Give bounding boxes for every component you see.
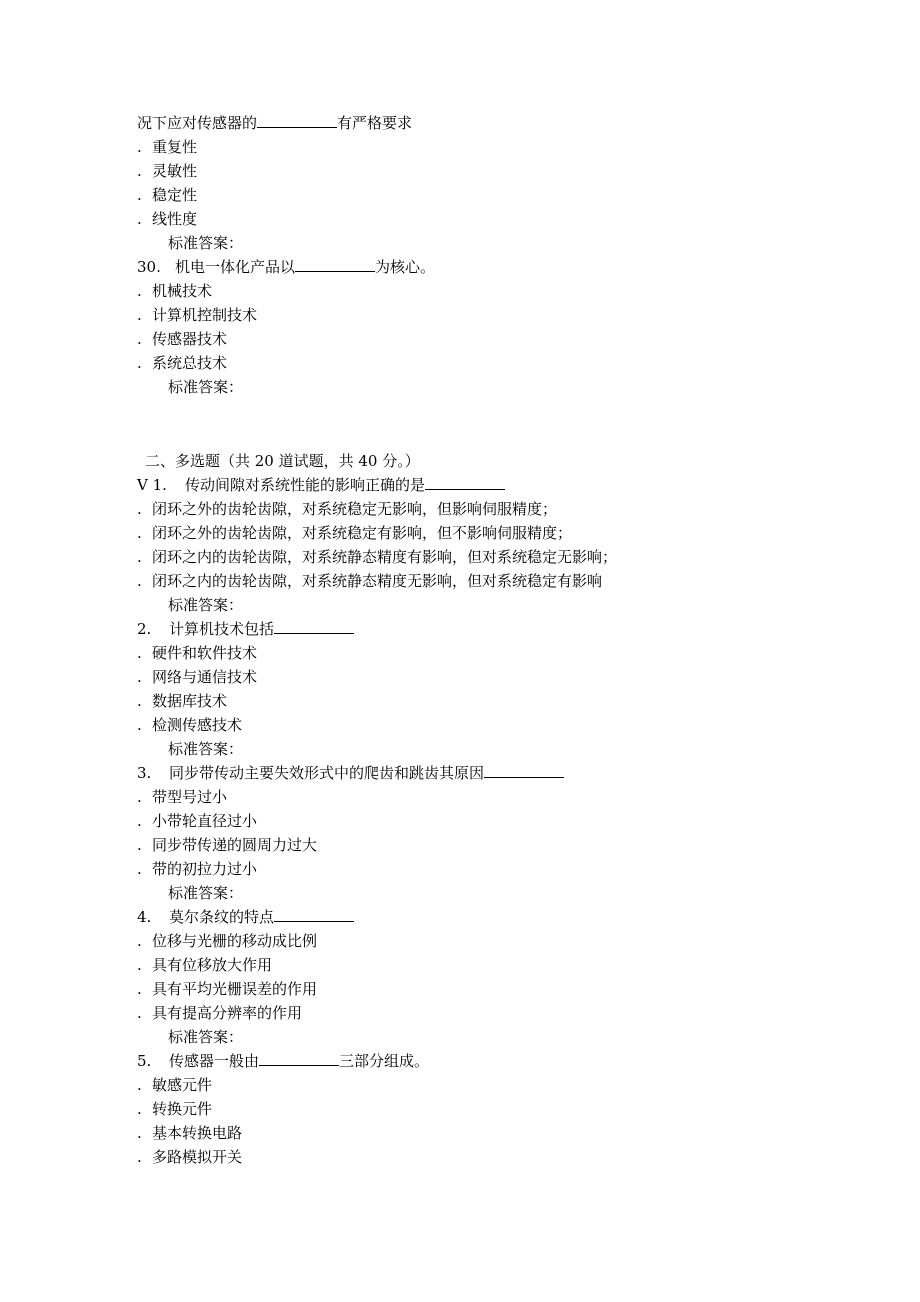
option: . 数据库技术 — [137, 692, 228, 710]
question-number: 4. — [137, 908, 152, 926]
option: . 重复性 — [137, 138, 198, 156]
answer-label: 标准答案： — [168, 1028, 244, 1046]
option: . 灵敏性 — [137, 162, 198, 180]
answer-blank — [425, 474, 505, 490]
question-fragment — [137, 111, 412, 135]
option: . 具有位移放大作用 — [137, 956, 273, 974]
question-1 — [137, 473, 505, 497]
option: . 多路模拟开关 — [137, 1148, 243, 1166]
answer-label: 标准答案： — [168, 884, 244, 902]
question-text: 同步带传动主要失效形式中的爬齿和跳齿其原因 — [169, 764, 485, 782]
option: . 闭环之内的齿轮齿隙，对系统静态精度无影响，但对系统稳定有影响 — [137, 572, 603, 590]
answer-blank — [295, 256, 375, 272]
answer-label: 标准答案： — [168, 378, 244, 396]
question-text: 况下应对传感器的 — [137, 114, 258, 132]
option: . 计算机控制技术 — [137, 306, 258, 324]
option: . 闭环之外的齿轮齿隙，对系统稳定无影响，但影响伺服精度； — [137, 500, 558, 518]
answer-blank — [257, 112, 337, 128]
answer-blank — [259, 1050, 339, 1066]
option: . 带型号过小 — [137, 788, 228, 806]
option: . 稳定性 — [137, 186, 198, 204]
option: . 硬件和软件技术 — [137, 644, 258, 662]
question-2 — [137, 617, 354, 641]
question-text: 传动间隙对系统性能的影响正确的是 — [185, 476, 426, 494]
question-number: 2. — [137, 620, 152, 638]
option: . 系统总技术 — [137, 354, 228, 372]
question-text-after: 有严格要求 — [337, 114, 413, 132]
answer-blank — [274, 618, 354, 634]
option: . 线性度 — [137, 210, 198, 228]
option: . 网络与通信技术 — [137, 668, 258, 686]
option: . 传感器技术 — [137, 330, 228, 348]
question-4 — [137, 905, 354, 929]
section-title: 二、多选题（共 20 道试题，共 40 分。） — [145, 452, 420, 470]
question-number: 30. — [137, 258, 161, 276]
answer-label: 标准答案： — [168, 740, 244, 758]
option: . 带的初拉力过小 — [137, 860, 258, 878]
option: . 敏感元件 — [137, 1076, 213, 1094]
question-text: 计算机技术包括 — [169, 620, 275, 638]
question-number: 3. — [137, 764, 152, 782]
option: . 闭环之内的齿轮齿隙，对系统静态精度有影响，但对系统稳定无影响； — [137, 548, 618, 566]
question-number: V 1. — [137, 476, 167, 494]
question-3 — [137, 761, 564, 785]
option: . 检测传感技术 — [137, 716, 243, 734]
answer-blank — [274, 906, 354, 922]
question-30 — [137, 255, 435, 279]
option: . 具有提高分辨率的作用 — [137, 1004, 303, 1022]
question-text-after: 为核心。 — [375, 258, 436, 276]
question-text: 莫尔条纹的特点 — [169, 908, 275, 926]
option: . 机械技术 — [137, 282, 213, 300]
option: . 闭环之外的齿轮齿隙，对系统稳定有影响，但不影响伺服精度； — [137, 524, 573, 542]
option: . 小带轮直径过小 — [137, 812, 258, 830]
question-number: 5. — [137, 1052, 152, 1070]
answer-label: 标准答案： — [168, 596, 244, 614]
question-text: 机电一体化产品以 — [175, 258, 296, 276]
option: . 具有平均光栅误差的作用 — [137, 980, 318, 998]
question-text: 传感器一般由 — [169, 1052, 260, 1070]
option: . 基本转换电路 — [137, 1124, 243, 1142]
option: . 转换元件 — [137, 1100, 213, 1118]
question-text-after: 三部分组成。 — [339, 1052, 430, 1070]
option: . 位移与光栅的移动成比例 — [137, 932, 318, 950]
answer-blank — [484, 762, 564, 778]
answer-label: 标准答案： — [168, 234, 244, 252]
question-5 — [137, 1049, 429, 1073]
option: . 同步带传递的圆周力过大 — [137, 836, 318, 854]
